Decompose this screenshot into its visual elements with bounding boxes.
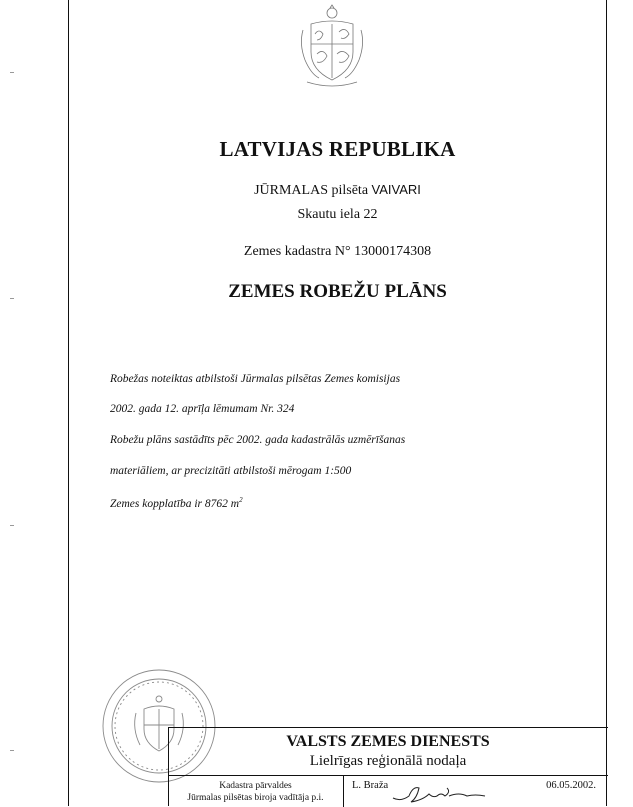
signature-row xyxy=(168,775,608,806)
scan-mark xyxy=(10,525,14,526)
note-line: 2002. gada 12. aprīļa lēmumam Nr. 324 xyxy=(110,403,295,415)
organization-name: VALSTS ZEMES DIENESTS xyxy=(286,733,490,750)
office-line-1: Kadastra pārvaldes xyxy=(219,781,292,791)
area-line xyxy=(110,496,243,510)
address-line-1 xyxy=(68,182,607,199)
note-line: materiāliem, ar precizitāti atbilstoši mērogam 1:500 xyxy=(110,465,352,477)
office-line-2: Jūrmalas pilsētas biroja vadītāja p.i. xyxy=(187,793,324,803)
address-line-2: Skautu iela 22 xyxy=(297,207,378,222)
city-name: JŪRMALAS pilsēta xyxy=(254,183,369,198)
cadastre-number: Zemes kadastra N° 13000174308 xyxy=(243,244,432,259)
division-name: Lielrīgas reģionālā nodaļa xyxy=(309,753,467,769)
district-name: VAIVARI xyxy=(371,182,421,197)
signer-name: L. Braža xyxy=(352,780,389,791)
area-text: Zemes kopplatība ir 8762 m xyxy=(110,497,240,510)
country-title: LATVIJAS REPUBLIKA xyxy=(219,137,456,161)
document-title: ZEMES ROBEŽU PLĀNS xyxy=(228,281,447,302)
scan-mark xyxy=(10,750,14,751)
coat-of-arms-emblem xyxy=(297,4,367,90)
signer-cell xyxy=(344,776,608,807)
signature-date: 06.05.2002. xyxy=(546,780,596,791)
scan-mark xyxy=(10,298,14,299)
scan-mark xyxy=(10,72,14,73)
note-line: Robežas noteiktas atbilstoši Jūrmalas pilsētas Zemes komisijas xyxy=(110,373,401,385)
office-cell xyxy=(168,776,344,807)
area-unit-superscript: 2 xyxy=(239,496,243,504)
note-line: Robežu plāns sastādīts pēc 2002. gada kadastrālās uzmērīšanas xyxy=(110,434,406,446)
handwritten-signature xyxy=(389,782,489,806)
